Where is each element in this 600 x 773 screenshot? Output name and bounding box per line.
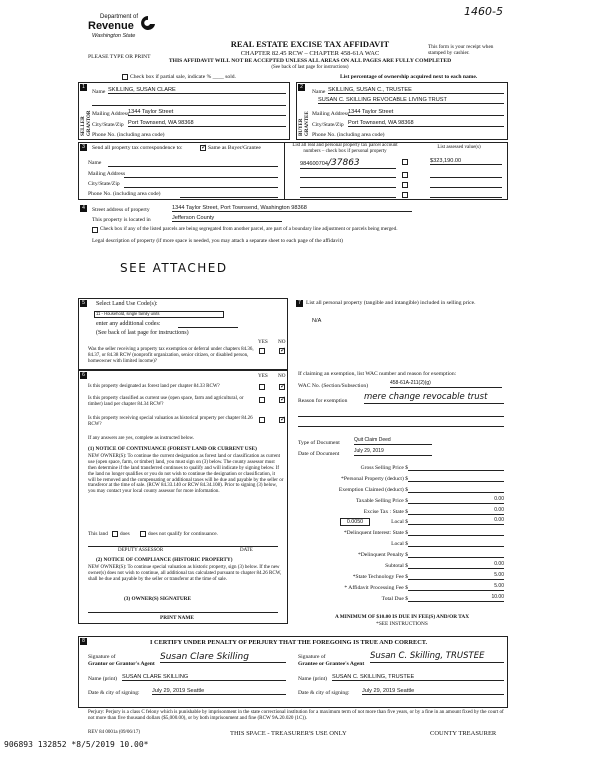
form-title: REAL ESTATE EXCISE TAX AFFIDAVIT	[230, 39, 390, 49]
section-7-marker: 7	[296, 300, 303, 307]
exemption-no-checkbox[interactable]	[279, 348, 285, 354]
receipt-stamp: 906893 132852 *8/5/2019 10.00*	[4, 740, 149, 749]
document-date[interactable]: July 29, 2019	[354, 449, 432, 456]
grantor-signature[interactable]: Susan Clare Skilling	[160, 652, 286, 663]
document-type[interactable]: Quit Claim Deed	[354, 438, 432, 445]
section-8-box	[78, 636, 508, 708]
tech-fee[interactable]: 5.00	[408, 573, 504, 580]
personal-property-checkbox-3[interactable]	[402, 182, 408, 188]
section-5-marker: 5	[80, 300, 87, 307]
affidavit-fee[interactable]: 5.00	[408, 584, 504, 591]
grantor-date-city[interactable]: July 29, 2019 Seattle	[152, 688, 286, 695]
property-street[interactable]: 1344 Taylor Street, Port Townsend, Washington 98368	[172, 205, 412, 212]
grantor-name-print[interactable]: SUSAN CLARE SKILLING	[122, 674, 286, 681]
parcel-number[interactable]: 984600704/37863	[300, 158, 396, 169]
section-4-marker: 4	[80, 205, 87, 212]
does-not-checkbox[interactable]	[140, 531, 146, 537]
grantee-date-city[interactable]: July 29, 2019 Seattle	[362, 688, 504, 695]
section-6-box	[78, 370, 288, 624]
total-due[interactable]: 10.00	[408, 595, 504, 602]
forest-yes-checkbox[interactable]	[259, 384, 265, 390]
dor-logo-icon	[140, 15, 156, 33]
dor-logo: Department of Revenue Washington State	[86, 14, 166, 48]
same-as-buyer-checkbox[interactable]	[200, 145, 206, 151]
form-warning: THIS AFFIDAVIT WILL NOT BE ACCEPTED UNLESS ALL AREAS ON ALL PAGES ARE FULLY COMPLETED	[168, 58, 452, 64]
current-use-yes-checkbox[interactable]	[259, 397, 265, 403]
section-8-marker: 8	[80, 638, 87, 645]
local-rate[interactable]: 0.0050	[340, 518, 370, 526]
exemption-reason[interactable]: mere change revocable trust	[364, 393, 504, 404]
section-3-marker: 3	[80, 144, 87, 151]
buyer-name[interactable]: SKILLING, SUSAN C., TRUSTEE	[328, 87, 504, 94]
personal-property-checkbox-2[interactable]	[402, 172, 408, 178]
see-attached: SEE ATTACHED	[120, 261, 228, 275]
buyer-mailing[interactable]: 1344 Taylor Street	[348, 109, 504, 116]
grantee-name-print[interactable]: SUSAN C. SKILLING, TRUSTEE	[332, 674, 504, 681]
wac-number[interactable]: 458-61A-211(2)(g)	[390, 381, 502, 388]
historic-yes-checkbox[interactable]	[259, 417, 265, 423]
section-2-marker: 2	[298, 84, 305, 91]
buyer-name-2[interactable]: SUSAN C. SKILLING REVOCABLE LIVING TRUST	[318, 97, 504, 104]
boundary-checkbox[interactable]	[92, 227, 98, 233]
land-use-select[interactable]: 11 - Household, single family units	[94, 311, 224, 318]
assessed-value[interactable]: $323,190.00	[430, 158, 502, 165]
exemption-yes-checkbox[interactable]	[259, 348, 265, 354]
partial-sale-checkbox[interactable]	[122, 74, 128, 80]
taxable-price[interactable]: 0.00	[408, 497, 504, 504]
personal-property-checkbox-4[interactable]	[402, 192, 408, 198]
stamp-number: 1460-5	[464, 5, 503, 18]
excise-local[interactable]: 0.00	[408, 518, 504, 525]
buyer-vertical-label: BUYER GRANTEE	[299, 111, 310, 136]
seller-mailing[interactable]: 1344 Taylor Street	[128, 109, 286, 116]
type-or-print: PLEASE TYPE OR PRINT	[88, 54, 151, 60]
treasurer-use-only: THIS SPACE - TREASURER'S USE ONLY	[230, 730, 347, 737]
seller-name[interactable]: SKILLING, SUSAN CLARE	[108, 87, 286, 94]
receipt-note: This form is your receipt when stamped by cashier.	[428, 44, 494, 57]
excise-state[interactable]: 0.00	[408, 508, 504, 515]
partial-sale-label: Check box if partial sale, indicate % ____ sold.	[130, 74, 236, 80]
does-checkbox[interactable]	[112, 531, 118, 537]
seller-vertical-label: SELLER GRANTOR	[81, 110, 92, 136]
county-treasurer: COUNTY TREASURER	[430, 730, 497, 737]
see-back-note: (See back of last page for instructions)	[271, 65, 349, 70]
buyer-city[interactable]: Port Townsend, WA 98368	[348, 120, 504, 127]
grantee-signature[interactable]: Susan C. Skilling, TRUSTEE	[370, 652, 504, 663]
personal-property-value[interactable]: N/A	[312, 318, 322, 324]
forest-no-checkbox[interactable]	[279, 384, 285, 390]
ownership-note: List percentage of ownership acquired next to each name.	[340, 74, 478, 80]
property-county[interactable]: Jefferson County	[172, 215, 282, 222]
section-6-marker: 6	[80, 372, 87, 379]
section-1-marker: 1	[80, 84, 87, 91]
subtotal[interactable]: 0.00	[408, 562, 504, 569]
seller-city[interactable]: Port Townsend, WA 98368	[128, 120, 286, 127]
historic-no-checkbox[interactable]	[279, 417, 285, 423]
form-subtitle: CHAPTER 82.45 RCW – CHAPTER 458-61A WAC	[240, 50, 380, 57]
rev-number: REV 84 0001a (09/06/17)	[88, 730, 140, 735]
personal-property-checkbox-1[interactable]	[402, 159, 408, 165]
current-use-no-checkbox[interactable]	[279, 397, 285, 403]
perjury-notice: Perjury: Perjury is a class C felony which is punishable by imprisonment in the state correctional institution for a maximum term of not more than five years, or by a fine in an amount fixed by the court of not more than five thousand dollars ($5,000.00), or by both imprisonment and fine (RCW 9A.20.020 (1C)).	[88, 709, 504, 721]
